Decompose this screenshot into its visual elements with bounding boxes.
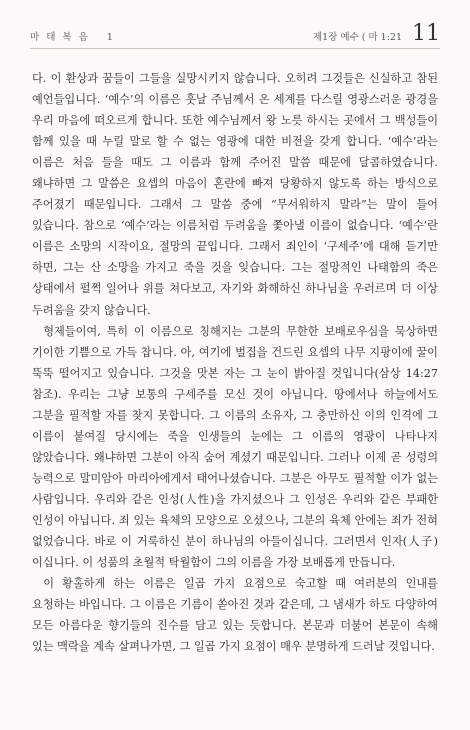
running-title xyxy=(30,29,115,48)
body-text xyxy=(32,68,438,657)
running-header xyxy=(30,18,440,49)
paragraph: 이 황홀하게 하는 이름은 일곱 가지 요점으로 숙고할 때 여러분의 인내를 요청하는 바입니다. 그 이름은 기름이 쏟아진 것과 같은데, 그 냄새가 하도 다양하여 모든 아름다운 향기들의 진수를 담고 있는 듯합니다. 본문과 더불어 본문이 속해 있는 맥락을 계속 살펴나가면, 그 일곱 가지 요점이 매우 분명하게 드러날 것입니다. xyxy=(32,577,438,654)
paragraph: 다. 이 환상과 꿈들이 그들을 실망시키지 않습니다. 오히려 그것들은 신실하고 참된 예언들입니다. ‘예수’의 이름은 훗날 주님께서 온 세계를 다스릴 영광스러운 광경을 우리 마음에 떠오르게 합니다. 또한 예수님께서 왕 노릇 하시는 곳에서 그 백성들이 함께 있을 때 누릴 말로 할 수 없는 영광에 대한 비전을 갖게 합니다. ‘예수’라는 이름은 처음 들을 때도 그 이름과 함께 주어진 말씀 때문에 달콤하였습니다. 왜냐하면 그 말씀은 요셉의 마음이 혼란에 빠져 당황하지 않도록 하는 방식으로 주어졌기 때문입니다. 그래서 그 말씀 중에 “무서워하지 말라”는 말이 들어 있습니다. 참으로 ‘예수’라는 이름처럼 두려움을 쫓아낼 이름이 없습니다. ‘예수’란 이름은 소망의 시작이요, 절망의 끝입니다. 그래서 죄인이 ‘구세주’에 대해 듣기만 하면, 그는 산 소망을 가지고 죽을 것을 잊습니다. 그는 절망적인 나태함의 죽은 상태에서 펄쩍 일어나 위를 쳐다보고, 자기와 화해하신 하나님을 우러르며 더 이상 두려움을 갖지 않습니다. xyxy=(32,72,438,317)
paragraph: 형제들이여, 특히 이 이름으로 칭해지는 그분의 무한한 보배로우심을 묵상하면 기이한 기쁨으로 가득 찹니다. 아, 여기에 벌집을 건드린 요셉의 나무 지팡이에 꿀이 뚝뚝 떨어지고 있습니다. 그것을 맛본 자는 그 눈이 밝아질 것입니다(삼상 14:27 참조). 우리는 그냥 보통의 구세주를 모신 것이 아닙니다. 땅에서나 하늘에서도 그분을 필적할 자를 찾지 못합니다. 그 이름의 소유자, 그 충만하신 이의 인격에 그 이름이 붙여질 당시에는 죽을 인생들의 눈에는 그 이름의 영광이 나타나지 않았습니다. 왜냐하면 그분이 아직 숨어 계셨기 때문입니다. 그러나 이제 곧 성령의 능력으로 말미암아 마리아에게서 태어나셨습니다. 그분은 아무도 필적할 이가 없는 사람입니다. 우리와 같은 인성(人性)을 가지셨으나 그 인성은 우리와 같은 부패한 인성이 아닙니다. 죄 있는 육체의 모양으로 오셨으나, 그분의 육체 안에는 죄가 전혀 없었습니다. 바로 이 거룩하신 분이 하나님의 아들이십니다. 그러면서 인자(人子)이십니다. 이 성품의 초월적 탁월함이 그의 이름을 가장 보배롭게 만듭니다. xyxy=(32,324,438,570)
book-title: 마 태 복 음 xyxy=(30,32,90,43)
section-number: 1 xyxy=(106,32,115,43)
chapter-reference: 제1장 예수 ( 마 1:21 xyxy=(312,32,402,43)
page-number: 11 xyxy=(412,21,440,46)
header-right xyxy=(313,21,440,48)
